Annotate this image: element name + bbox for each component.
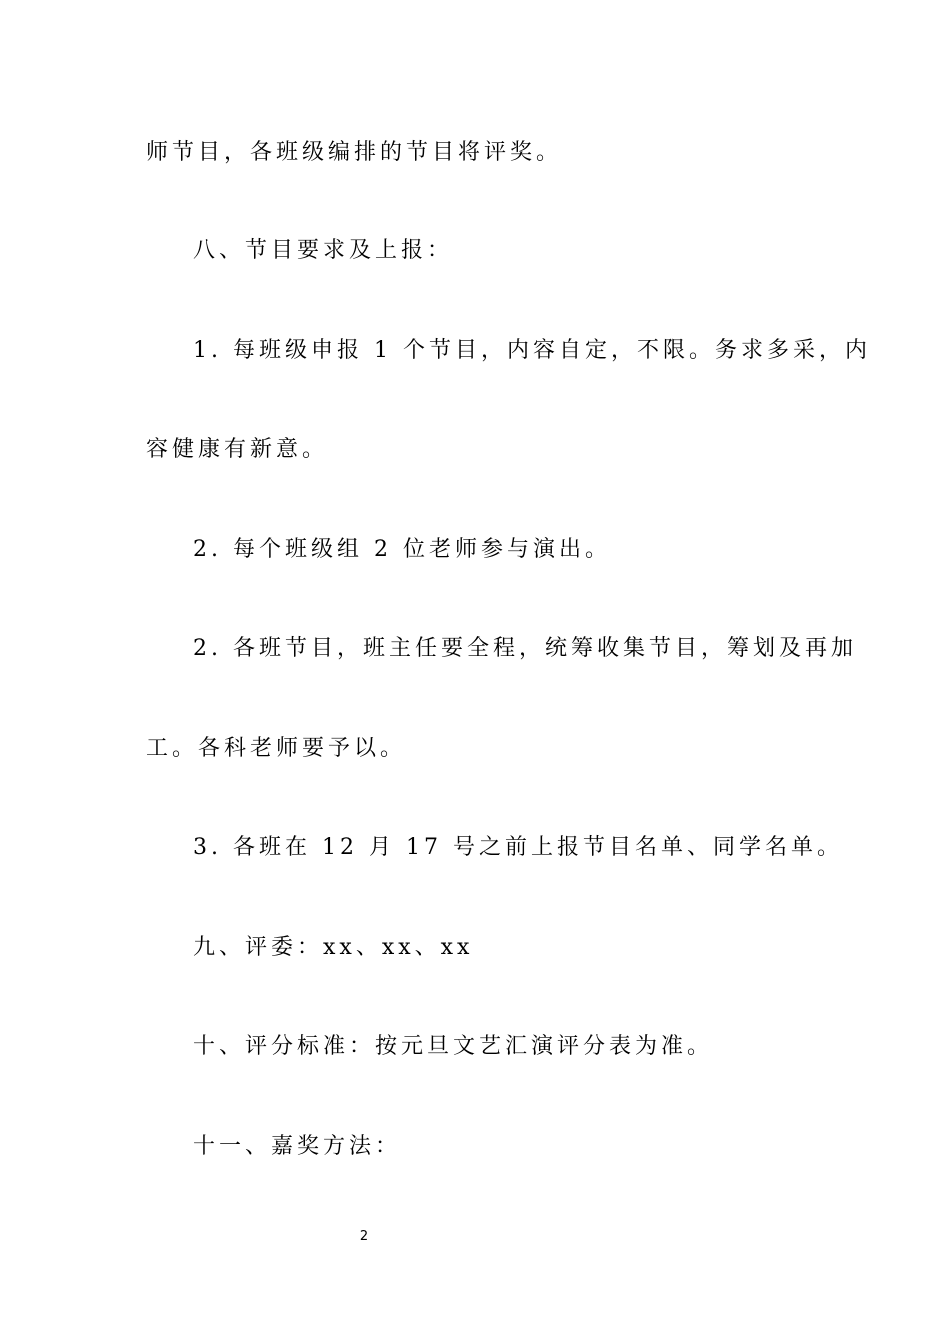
page-number: 2 — [359, 1229, 369, 1244]
list-item-2b: 2. 各班节目，班主任要全程，统筹收集节目，筹划及再加 — [193, 636, 857, 661]
list-item-2b-continuation: 工。各科老师要予以。 — [146, 736, 407, 761]
section-heading-9: 九、评委：xx、xx、xx — [193, 935, 474, 960]
section-heading-8: 八、节目要求及上报： — [193, 238, 454, 263]
section-heading-11: 十一、嘉奖方法： — [193, 1134, 402, 1159]
list-item-2: 2. 每个班级组 2 位老师参与演出。 — [193, 537, 611, 562]
list-item-1-continuation: 容健康有新意。 — [146, 437, 329, 462]
list-item-3: 3. 各班在 12 月 17 号之前上报节目名单、同学名单。 — [193, 835, 843, 860]
paragraph-line: 师节目，各班级编排的节目将评奖。 — [146, 140, 563, 165]
section-heading-10: 十、评分标准：按元旦文艺汇演评分表为准。 — [193, 1034, 714, 1059]
list-item-1: 1. 每班级申报 1 个节目，内容自定，不限。务求多采，内 — [193, 338, 871, 363]
